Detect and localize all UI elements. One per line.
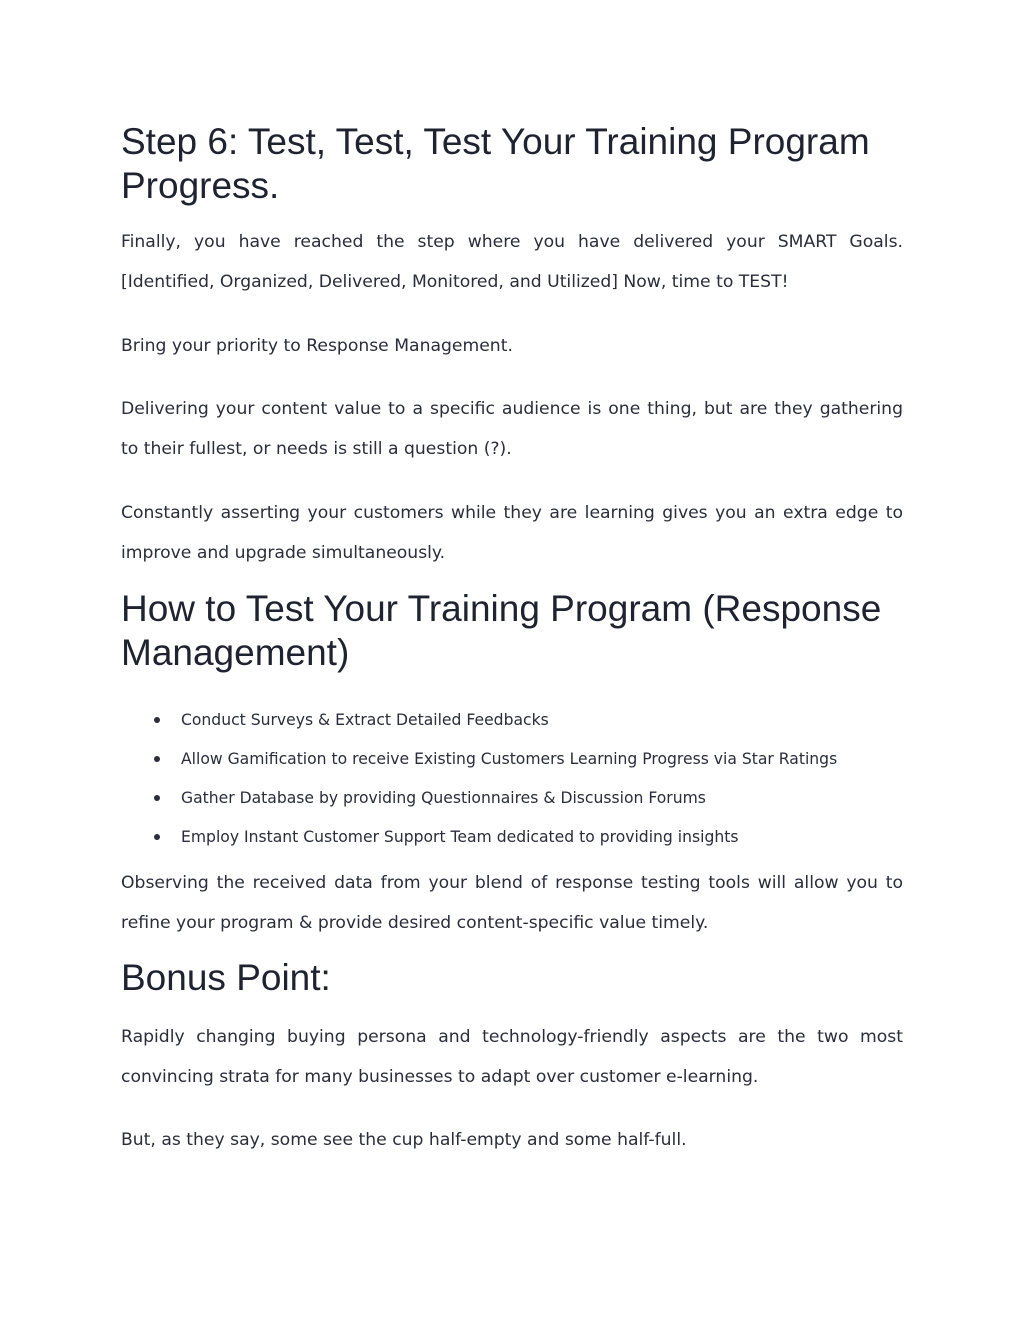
bullet-icon	[154, 834, 160, 840]
bullet-icon	[154, 717, 160, 723]
list-item	[121, 744, 903, 783]
how-to-test-closing: Observing the received data from your blend of response testing tools will allow you to refine your program & provide desired content-specific value timely.	[121, 873, 903, 933]
list-item-text: Employ Instant Customer Support Team dedicated to providing insights	[181, 828, 739, 846]
test-methods-list	[121, 705, 903, 861]
step6-paragraph-4: Constantly asserting your customers while they are learning gives you an extra edge to improve and upgrade simultaneously.	[121, 503, 903, 563]
step6-paragraph-3: Delivering your content value to a specific audience is one thing, but are they gathering to their fullest, or needs is still a question (?).	[121, 399, 903, 459]
bonus-heading: Bonus Point:	[121, 957, 331, 998]
list-item	[121, 705, 903, 744]
bullet-icon	[154, 795, 160, 801]
step6-paragraph-2: Bring your priority to Response Management.	[121, 336, 513, 356]
how-to-test-heading: How to Test Your Training Program (Response Management)	[121, 588, 882, 673]
list-item-text: Conduct Surveys & Extract Detailed Feedbacks	[181, 711, 549, 729]
list-item	[121, 783, 903, 822]
bonus-paragraph-1: Rapidly changing buying persona and technology-friendly aspects are the two most convincing strata for many businesses to adapt over customer e-learning.	[121, 1027, 903, 1087]
step6-paragraph-1: Finally, you have reached the step where you have delivered your SMART Goals. [Identified, Organized, Delivered, Monitored, and Utilized] Now, time to TEST!	[121, 232, 903, 292]
bonus-paragraph-2: But, as they say, some see the cup half-empty and some half-full.	[121, 1130, 687, 1150]
list-item	[121, 822, 903, 861]
step6-heading: Step 6: Test, Test, Test Your Training Program Progress.	[121, 121, 870, 206]
bullet-icon	[154, 756, 160, 762]
list-item-text: Gather Database by providing Questionnaires & Discussion Forums	[181, 789, 706, 807]
list-item-text: Allow Gamification to receive Existing Customers Learning Progress via Star Ratings	[181, 750, 838, 768]
